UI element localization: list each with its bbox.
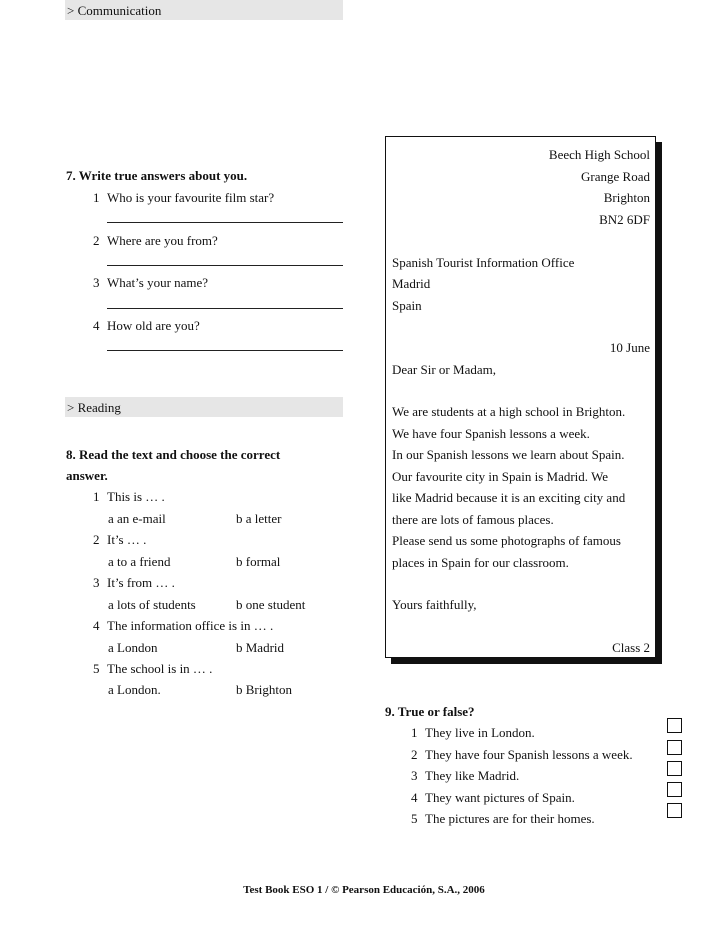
statement-number: 2 xyxy=(411,747,418,762)
sender-address-line: Beech High School xyxy=(548,147,650,162)
letter-body-line: Please send us some photographs of famous xyxy=(392,533,621,548)
answer-line[interactable] xyxy=(107,308,343,309)
letter-body-line: places in Spain for our classroom. xyxy=(392,555,569,570)
letter-closing: Yours faithfully, xyxy=(392,597,477,612)
item-number: 2 xyxy=(93,532,100,547)
question-text: What’s your name? xyxy=(107,275,209,290)
letter-body-line: We are students at a high school in Brighton. xyxy=(392,404,626,419)
sender-address-line: Brighton xyxy=(603,190,650,205)
item-number: 5 xyxy=(93,661,100,676)
item-number: 3 xyxy=(93,575,100,590)
option-b[interactable]: b Brighton xyxy=(236,682,292,697)
exercise-8-heading: 8. Read the text and choose the correct xyxy=(66,447,281,462)
exercise-8-heading-cont: answer. xyxy=(66,468,108,483)
letter-body-line: like Madrid because it is an exciting city and xyxy=(392,490,626,505)
option-b[interactable]: b a letter xyxy=(236,511,282,526)
sender-address-line: BN2 6DF xyxy=(599,212,650,227)
letter-body-line: In our Spanish lessons we learn about Spain. xyxy=(392,447,625,462)
statement-text: They like Madrid. xyxy=(425,768,520,783)
answer-checkbox[interactable] xyxy=(667,740,682,755)
option-b[interactable]: b Madrid xyxy=(236,640,285,655)
option-a[interactable]: a to a friend xyxy=(108,554,171,569)
option-a[interactable]: a London xyxy=(108,640,158,655)
question-text: Where are you from? xyxy=(107,233,218,248)
question-number: 3 xyxy=(93,275,100,290)
item-stem: The school is in … . xyxy=(107,661,213,676)
option-a[interactable]: a an e-mail xyxy=(108,511,166,526)
statement-text: They want pictures of Spain. xyxy=(425,790,575,805)
answer-checkbox[interactable] xyxy=(667,761,682,776)
statement-number: 3 xyxy=(411,768,418,783)
reading-section-label: > Reading xyxy=(67,400,121,415)
page-footer: Test Book ESO 1 / © Pearson Educación, S.A., 2006 xyxy=(243,884,485,896)
question-text: Who is your favourite film star? xyxy=(107,190,275,205)
answer-checkbox[interactable] xyxy=(667,803,682,818)
recipient-address-line: Spain xyxy=(392,298,422,313)
answer-line[interactable] xyxy=(107,265,343,266)
letter-date: 10 June xyxy=(609,340,650,355)
option-b[interactable]: b formal xyxy=(236,554,281,569)
question-text: How old are you? xyxy=(107,318,200,333)
recipient-address-line: Spanish Tourist Information Office xyxy=(392,255,575,270)
option-a[interactable]: a London. xyxy=(108,682,161,697)
statement-text: The pictures are for their homes. xyxy=(425,811,595,826)
option-a[interactable]: a lots of students xyxy=(108,597,196,612)
letter-greeting: Dear Sir or Madam, xyxy=(392,362,496,377)
statement-text: They have four Spanish lessons a week. xyxy=(425,747,633,762)
option-b[interactable]: b one student xyxy=(236,597,306,612)
statement-text: They live in London. xyxy=(425,725,535,740)
communication-section-label: > Communication xyxy=(67,3,162,18)
item-stem: It’s from … . xyxy=(107,575,175,590)
statement-number: 1 xyxy=(411,725,418,740)
answer-checkbox[interactable] xyxy=(667,782,682,797)
communication-section-band xyxy=(65,0,343,20)
letter-body-line: there are lots of famous places. xyxy=(392,512,554,527)
statement-number: 5 xyxy=(411,811,418,826)
recipient-address-line: Madrid xyxy=(392,276,431,291)
letter-box xyxy=(385,136,656,658)
item-stem: It’s … . xyxy=(107,532,147,547)
exercise-7-heading: 7. Write true answers about you. xyxy=(66,168,248,183)
answer-line[interactable] xyxy=(107,350,343,351)
answer-checkbox[interactable] xyxy=(667,718,682,733)
item-number: 4 xyxy=(93,618,100,633)
question-number: 2 xyxy=(93,233,100,248)
item-number: 1 xyxy=(93,489,100,504)
reading-section-band xyxy=(65,397,343,417)
item-stem: This is … . xyxy=(107,489,165,504)
letter-signature: Class 2 xyxy=(612,640,650,655)
statement-number: 4 xyxy=(411,790,418,805)
letter-body-line: Our favourite city in Spain is Madrid. We xyxy=(392,469,609,484)
letter-body-line: We have four Spanish lessons a week. xyxy=(392,426,590,441)
item-stem: The information office is in … . xyxy=(107,618,274,633)
question-number: 4 xyxy=(93,318,100,333)
sender-address-line: Grange Road xyxy=(581,169,650,184)
exercise-9-heading: 9. True or false? xyxy=(385,704,475,719)
question-number: 1 xyxy=(93,190,100,205)
answer-line[interactable] xyxy=(107,222,343,223)
